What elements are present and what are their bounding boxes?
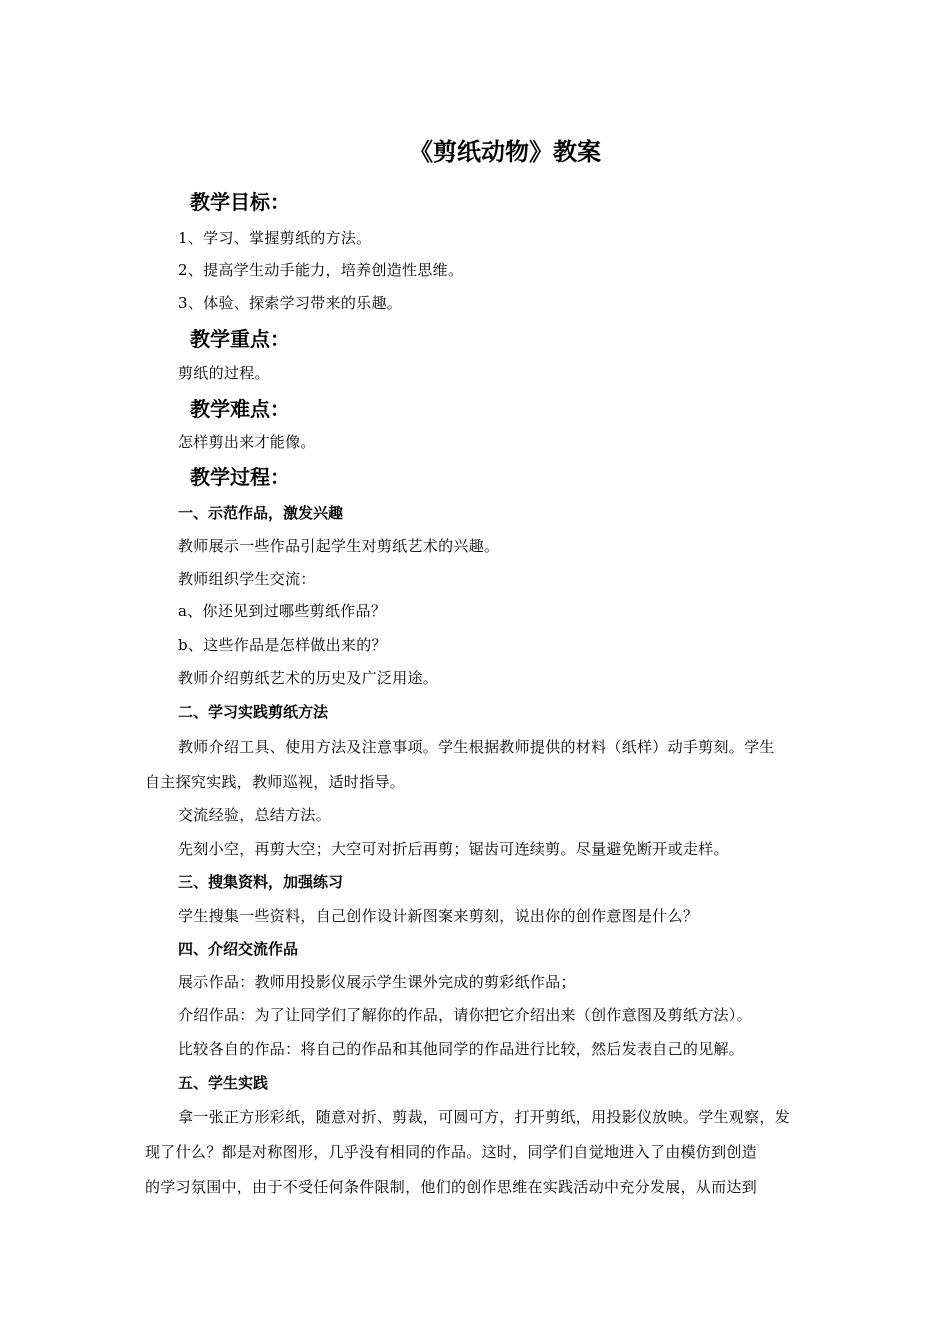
paragraph-line: 介绍作品：为了让同学们了解你的作品，请你把它介绍出来（创作意图及剪纸方法）。 — [178, 1006, 752, 1024]
process-heading: 教学过程： — [190, 465, 290, 489]
section-heading: 一、示范作品，激发兴趣 — [178, 504, 344, 522]
paragraph-line: 拿一张正方形彩纸，随意对折、剪裁，可圆可方，打开剪纸，用投影仪放映。学生观察，发 — [178, 1108, 791, 1126]
paragraph-line: 比较各自的作品：将自己的作品和其他同学的作品进行比较，然后发表自己的见解。 — [178, 1040, 745, 1058]
key-text: 剪纸的过程。 — [178, 364, 270, 382]
section-heading: 二、学习实践剪纸方法 — [178, 703, 329, 721]
section-heading: 三、搜集资料，加强练习 — [178, 873, 344, 891]
section-heading: 四、介绍交流作品 — [178, 940, 299, 958]
objective-item: 2、提高学生动手能力，培养创造性思维。 — [178, 261, 464, 279]
difficulty-heading: 教学难点： — [190, 397, 290, 421]
paragraph-line: 交流经验，总结方法。 — [178, 806, 332, 824]
section-heading: 五、学生实践 — [178, 1074, 269, 1092]
paragraph-line: 展示作品：教师用投影仪展示学生课外完成的剪彩纸作品； — [178, 973, 576, 991]
objective-item: 1、学习、掌握剪纸的方法。 — [178, 229, 372, 247]
key-heading: 教学重点： — [190, 327, 290, 351]
paragraph-line: 教师介绍工具、使用方法及注意事项。学生根据教师提供的材料（纸样）动手剪刻。学生 — [178, 738, 775, 756]
paragraph-line: 教师组织学生交流： — [178, 570, 316, 588]
difficulty-text: 怎样剪出来才能像。 — [178, 433, 316, 451]
paragraph-line: a、你还见到过哪些剪纸作品？ — [178, 602, 387, 620]
paragraph-line: 自主探究实践，教师巡视，适时指导。 — [145, 773, 406, 791]
paragraph-line: 先刻小空，再剪大空；大空可对折后再剪；锯齿可连续剪。尽量避免断开或走样。 — [178, 840, 729, 858]
objective-item: 3、体验、探索学习带来的乐趣。 — [178, 294, 403, 312]
paragraph-line: 教师展示一些作品引起学生对剪纸艺术的兴趣。 — [178, 537, 500, 555]
paragraph-line: 教师介绍剪纸艺术的历史及广泛用途。 — [178, 669, 439, 687]
objectives-heading: 教学目标： — [190, 190, 290, 214]
paragraph-line: 现了什么？都是对称图形，几乎没有相同的作品。这时，同学们自觉地进入了由模仿到创造 — [145, 1143, 758, 1161]
paragraph-line: b、这些作品是怎样做出来的？ — [178, 636, 387, 654]
paragraph-line: 学生搜集一些资料，自己创作设计新图案来剪刻，说出你的创作意图是什么？ — [178, 907, 699, 925]
paragraph-line: 的学习氛围中，由于不受任何条件限制，他们的创作思维在实践活动中充分发展，从而达到 — [145, 1178, 758, 1196]
document-title: 《剪纸动物》教案 — [409, 138, 601, 166]
